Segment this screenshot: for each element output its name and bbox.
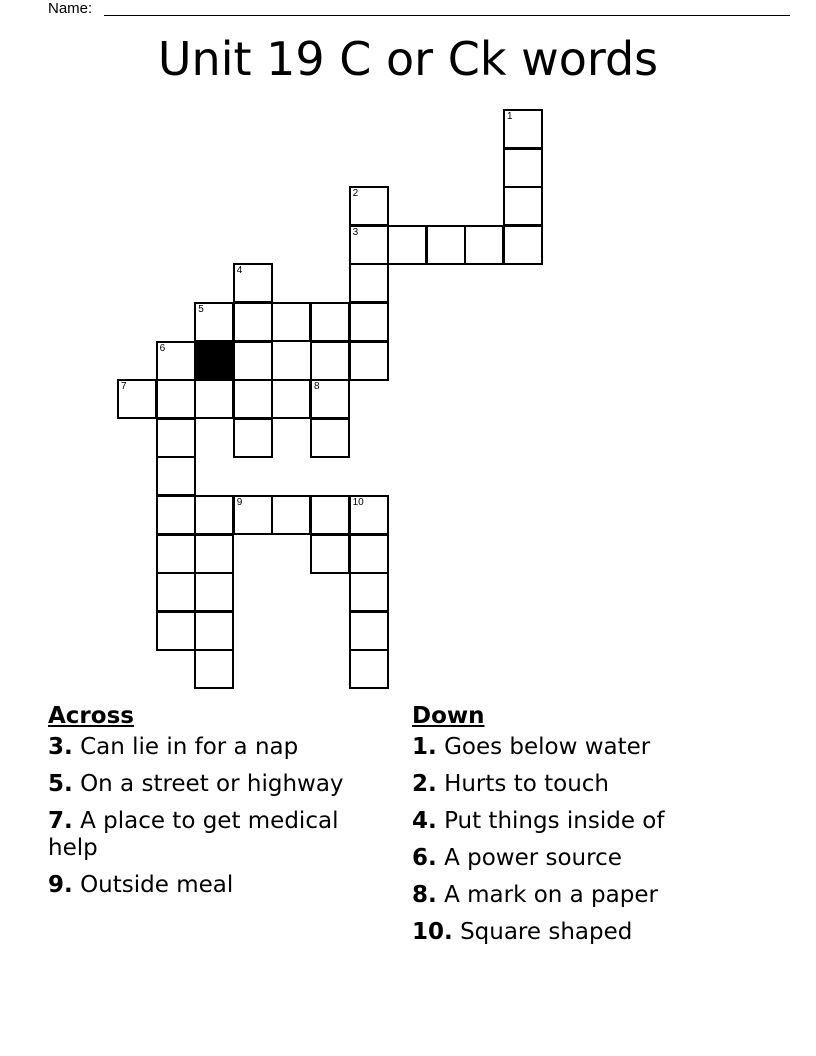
crossword-cell[interactable] [349,302,389,342]
crossword-cell[interactable] [156,341,196,381]
clue-number-label: 7 [121,381,127,393]
clue-down-1 [412,734,792,761]
clue-number: 10. [412,919,453,945]
clue-down-4 [412,808,792,835]
crossword-cell[interactable] [387,225,427,265]
clue-down-10 [412,919,792,946]
crossword-cell[interactable] [349,611,389,651]
clue-text: A power source [444,845,622,871]
crossword-cell[interactable] [349,341,389,381]
clue-text: Can lie in for a nap [80,734,299,760]
clue-number: 9. [48,872,73,898]
across-clues [48,702,378,909]
crossword-cell[interactable] [233,379,273,419]
crossword-cell[interactable] [271,379,311,419]
crossword-cell[interactable] [233,495,273,535]
crossword-cell[interactable] [426,225,466,265]
crossword-cell[interactable] [349,534,389,574]
clue-number: 8. [412,882,437,908]
clue-down-8 [412,882,792,909]
crossword-cell[interactable] [156,379,196,419]
clue-number: 1. [412,734,437,760]
clue-number-label: 1 [507,111,513,122]
crossword-cell[interactable] [271,495,311,535]
clue-text: Outside meal [80,872,234,898]
crossword-cell[interactable] [349,572,389,612]
clue-down-2 [412,771,792,798]
clue-text: On a street or highway [80,771,344,797]
clue-text: A mark on a paper [444,882,658,908]
crossword-cell[interactable] [194,611,234,651]
crossword-cell[interactable] [194,534,234,574]
down-heading: Down [412,703,485,729]
clue-number-label: 6 [159,342,166,354]
clue-number-label: 9 [236,497,243,508]
clue-number-label: 4 [236,265,243,277]
clue-down-6 [412,845,792,872]
crossword-cell[interactable] [503,148,543,188]
clue-number: 5. [48,771,73,797]
crossword-cell[interactable] [349,225,389,265]
crossword-cell[interactable] [156,611,196,651]
crossword-cell[interactable] [271,302,311,342]
clue-number: 6. [412,845,437,871]
crossword-cell[interactable] [194,495,234,535]
clue-number-label: 8 [314,381,320,393]
crossword-cell[interactable] [349,649,389,689]
crossword-cell[interactable] [233,263,273,303]
clue-across-3 [48,734,378,761]
crossword-cell[interactable] [156,495,196,535]
across-heading: Across [48,703,134,729]
clue-number-label: 10 [352,497,364,508]
crossword-cell[interactable] [503,186,543,226]
crossword-cell[interactable] [310,302,350,342]
clue-number: 2. [412,771,437,797]
crossword-cell[interactable] [194,649,234,689]
clue-number: 3. [48,734,73,760]
crossword-cell[interactable] [156,456,196,496]
crossword-cell[interactable] [310,341,350,381]
black-square [194,341,234,381]
page-title: Unit 19 C or Ck words [157,32,659,86]
clue-text: Hurts to touch [444,771,609,797]
crossword-cell[interactable] [464,225,504,265]
clue-number-label: 5 [198,304,204,315]
crossword-cell[interactable] [156,572,196,612]
name-label: Name: [48,0,93,17]
crossword-cell[interactable] [310,534,350,574]
clue-text: Goes below water [444,734,651,760]
crossword-cell[interactable] [310,495,350,535]
clue-across-7 [48,808,378,862]
clue-number: 4. [412,808,437,834]
crossword-cell[interactable] [349,186,389,226]
clue-across-5 [48,771,378,798]
clue-number-label: 3 [352,226,359,238]
crossword-cell[interactable] [117,379,157,419]
crossword-cell[interactable] [349,263,389,303]
crossword-cell[interactable] [156,418,196,458]
crossword-cell[interactable] [194,302,234,342]
clue-number-label: 2 [352,188,359,200]
crossword-cell[interactable] [503,225,543,265]
crossword-cell[interactable] [194,379,234,419]
clue-text: Square shaped [460,919,633,945]
clue-number: 7. [48,808,73,834]
crossword-cell[interactable] [349,495,389,535]
clue-across-9 [48,872,378,899]
crossword-cell[interactable] [233,302,273,342]
clue-text: A place to get medical help [48,808,339,861]
down-clues [412,702,792,956]
crossword-cell[interactable] [233,418,273,458]
crossword-cell[interactable] [233,341,273,381]
crossword-cell[interactable] [194,572,234,612]
crossword-cell[interactable] [503,109,543,149]
crossword-cell[interactable] [156,534,196,574]
crossword-cell[interactable] [310,418,350,458]
crossword-cell[interactable] [310,379,350,419]
clue-text: Put things inside of [444,808,665,834]
